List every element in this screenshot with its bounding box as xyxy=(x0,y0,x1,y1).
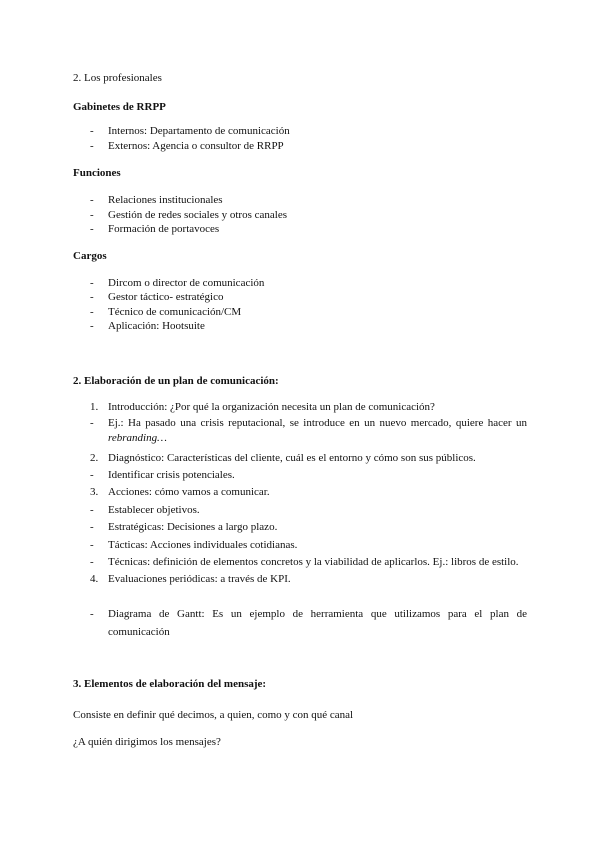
list-item-text: Formación de portavoces xyxy=(108,223,220,235)
list-item-text: Diagnóstico: Características del cliente, cuál es el entorno y cómo son sus públicos. xyxy=(108,452,476,464)
list-bullet: - xyxy=(90,277,94,289)
list-item-text: Aplicación: Hootsuite xyxy=(108,320,205,332)
list-item-gantt xyxy=(0,608,600,638)
list-item-text: Internos: Departamento de comunicación xyxy=(108,125,290,137)
list-marker: 4. xyxy=(90,573,99,585)
list-marker: - xyxy=(90,539,94,551)
list-bullet: - xyxy=(90,320,94,332)
list-marker: - xyxy=(90,521,94,533)
list-bullet: - xyxy=(90,306,94,318)
list-item-text: Gestor táctico- estratégico xyxy=(108,291,224,303)
list-item xyxy=(0,320,600,334)
list-item xyxy=(0,209,600,223)
list-marker: - xyxy=(90,469,94,481)
list-item xyxy=(0,539,600,553)
list-item xyxy=(0,194,600,208)
list-marker: - xyxy=(90,417,94,429)
list-item-text: Diagrama de Gantt: Es un ejemplo de herramienta que utilizamos para el plan de xyxy=(108,608,527,620)
list-item-text: Dircom o director de comunicación xyxy=(108,277,265,289)
paragraph: Consiste en definir qué decimos, a quien, como y con qué canal xyxy=(73,709,354,721)
subheading-gabinetes: Gabinetes de RRPP xyxy=(73,101,166,113)
subheading-cargos: Cargos xyxy=(73,250,107,262)
list-item xyxy=(0,401,600,415)
list-bullet: - xyxy=(90,194,94,206)
list-item xyxy=(0,556,600,570)
list-item-text: Establecer objetivos. xyxy=(108,504,200,516)
list-item xyxy=(0,291,600,305)
list-item xyxy=(0,573,600,587)
list-item xyxy=(0,504,600,518)
list-item xyxy=(0,277,600,291)
list-marker: 2. xyxy=(90,452,99,464)
list-item-text: Externos: Agencia o consultor de RRPP xyxy=(108,140,284,152)
list-item xyxy=(0,469,600,483)
section-heading-profesionales: 2. Los profesionales xyxy=(73,72,162,84)
section-heading-plan: 2. Elaboración de un plan de comunicación: xyxy=(73,375,279,387)
list-bullet: - xyxy=(90,140,94,152)
list-item xyxy=(0,306,600,320)
list-item-text-continuation: comunicación xyxy=(108,626,170,638)
list-item-text: Relaciones institucionales xyxy=(108,194,223,206)
list-bullet: - xyxy=(90,209,94,221)
list-item-text: Introducción: ¿Por qué la organización necesita un plan de comunicación? xyxy=(108,401,435,413)
list-item xyxy=(0,223,600,237)
list-bullet: - xyxy=(90,291,94,303)
list-item-text: Gestión de redes sociales y otros canales xyxy=(108,209,287,221)
list-marker: - xyxy=(90,556,94,568)
list-item xyxy=(0,452,600,466)
list-item-text: Ej.: Ha pasado una crisis reputacional, se introduce en un nuevo mercado, quiere hacer un xyxy=(108,417,527,429)
list-item-text: Estratégicas: Decisiones a largo plazo. xyxy=(108,521,278,533)
list-marker: 3. xyxy=(90,486,99,498)
list-item-text: Acciones: cómo vamos a comunicar. xyxy=(108,486,270,498)
list-item xyxy=(0,417,600,447)
paragraph: ¿A quién dirigimos los mensajes? xyxy=(73,736,221,748)
list-item-text-continuation: rebranding… xyxy=(108,432,167,444)
list-marker: 1. xyxy=(90,401,99,413)
section-heading-mensaje: 3. Elementos de elaboración del mensaje: xyxy=(73,678,267,690)
list-item-text: Identificar crisis potenciales. xyxy=(108,469,235,481)
list-item xyxy=(0,521,600,535)
list-item-text: Técnicas: definición de elementos concretos y la viabilidad de aplicarlos. Ej.: libros de estilo. xyxy=(108,556,519,568)
subheading-funciones: Funciones xyxy=(73,167,121,179)
list-item xyxy=(0,125,600,139)
list-bullet: - xyxy=(90,125,94,137)
list-item-text: Evaluaciones periódicas: a través de KPI. xyxy=(108,573,291,585)
list-bullet: - xyxy=(90,223,94,235)
list-item xyxy=(0,140,600,154)
list-item-text: Tácticas: Acciones individuales cotidianas. xyxy=(108,539,298,551)
list-marker: - xyxy=(90,504,94,516)
list-item xyxy=(0,486,600,500)
list-item-text: Técnico de comunicación/CM xyxy=(108,306,242,318)
list-marker: - xyxy=(90,608,94,620)
